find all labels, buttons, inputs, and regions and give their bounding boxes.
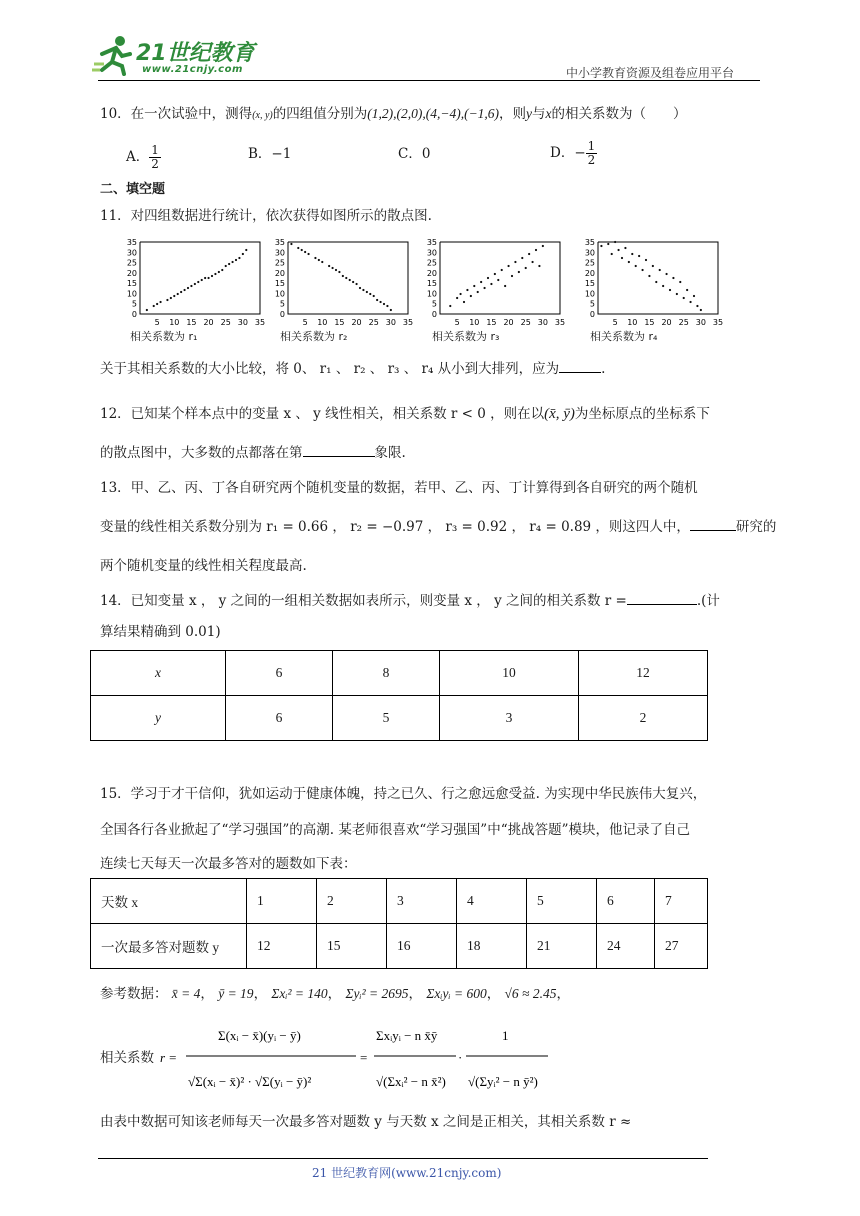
scatter-point (349, 279, 351, 281)
y-tick-label: 35 (584, 238, 595, 247)
scatter-point (304, 251, 306, 253)
y-tick-label: 15 (126, 279, 137, 289)
scatter-point (307, 253, 309, 255)
question-12-line-2: 的散点图中，大多数的点都落在第 象限. (100, 442, 406, 463)
x-tick-label: 10 (469, 318, 480, 327)
logo-url-text: www.21cnjy.com (142, 64, 243, 75)
x-tick-label: 25 (678, 318, 689, 327)
answer-blank-11[interactable] (559, 358, 601, 373)
scatter-point (542, 245, 544, 247)
scatter-point (518, 271, 520, 273)
scatter-point (338, 271, 340, 273)
scatter-caption-2: 相关系数为 r₂ (280, 330, 348, 343)
scatter-point (183, 289, 185, 291)
scatter-point (146, 309, 148, 311)
plot-frame (288, 242, 408, 314)
scatter-point (679, 281, 681, 283)
x-tick-label: 10 (317, 318, 328, 327)
scatter-point (521, 257, 523, 259)
x-tick-label: 10 (627, 318, 638, 327)
scatter-point (359, 287, 361, 289)
scatter-point (235, 259, 237, 261)
table-cell: 2 (317, 879, 387, 924)
scatter-point (621, 257, 623, 259)
option-d[interactable]: D．− $\frac{1}{2}$ (550, 139, 596, 167)
y-tick-label: 5 (589, 299, 595, 309)
y-tick-label: 35 (126, 238, 137, 247)
table-cell: 一次最多答对题数 y (91, 924, 247, 969)
scatter-plots (98, 236, 724, 346)
scatter-point (204, 277, 206, 279)
table-cell: y (91, 696, 226, 741)
scatter-point (477, 291, 479, 293)
scatter-point (221, 269, 223, 271)
x-tick-label: 20 (661, 318, 672, 327)
question-13-line-3: 两个随机变量的线性相关程度最高. (100, 558, 307, 574)
x-tick-label: 15 (644, 318, 655, 327)
scatter-point (507, 265, 509, 267)
scatter-point (290, 243, 292, 245)
scatter-point (225, 265, 227, 267)
scatter-point (689, 301, 691, 303)
scatter-point (466, 289, 468, 291)
scatter-point (676, 293, 678, 295)
runner-logo-icon (92, 34, 136, 76)
scatter-point (693, 295, 695, 297)
y-tick-label: 30 (426, 248, 437, 258)
scatter-point (173, 295, 175, 297)
scatter-point (228, 263, 230, 265)
scatter-point (665, 273, 667, 275)
table-cell: 6 (597, 879, 655, 924)
scatter-caption-1: 相关系数为 r₁ (130, 330, 198, 343)
y-tick-label: 25 (584, 258, 595, 268)
scatter-point (159, 301, 161, 303)
scatter-point (245, 249, 247, 251)
scatter-point (480, 281, 482, 283)
x-tick-label: 10 (169, 318, 180, 327)
scatter-point (331, 267, 333, 269)
y-tick-label: 35 (274, 238, 285, 247)
table-cell: x (91, 651, 226, 696)
scatter-point (342, 275, 344, 277)
scatter-caption-4: 相关系数为 r₄ (590, 330, 658, 343)
scatter-point (459, 293, 461, 295)
scatter-point (696, 305, 698, 307)
table-cell: 3 (387, 879, 457, 924)
question-11-after: 关于其相关系数的大小比较，将 0、 r₁ 、 r₂ 、 r₃ 、 r₄ 从小到大排列，应为 . (100, 358, 605, 379)
x-tick-label: 20 (503, 318, 514, 327)
scatter-point (655, 281, 657, 283)
scatter-point (662, 285, 664, 287)
scatter-point (497, 279, 499, 281)
x-tick-label: 35 (554, 318, 566, 327)
answer-blank-12[interactable] (303, 442, 375, 457)
scatter-point (638, 255, 640, 257)
scatter-point (187, 287, 189, 289)
site-logo (92, 34, 262, 80)
y-tick-label: 5 (279, 299, 285, 309)
question-15-last-line: 由表中数据可知该老师每天一次最多答对题数 y 与天数 x 之间是正相关，其相关系数 r ≈ (100, 1114, 632, 1130)
table-cell: 18 (457, 924, 527, 969)
x-tick-label: 15 (486, 318, 497, 327)
x-tick-label: 5 (154, 318, 160, 327)
scatter-point (617, 249, 619, 251)
svg-text:r =: r = (160, 1050, 178, 1065)
q14-data-table (90, 650, 708, 741)
scatter-point (641, 269, 643, 271)
scatter-plot-4 (585, 238, 723, 327)
y-tick-label: 30 (126, 248, 137, 258)
scatter-point (373, 295, 375, 297)
table-cell: 7 (655, 879, 708, 924)
y-tick-label: 20 (426, 268, 437, 278)
y-tick-label: 30 (584, 248, 595, 258)
scatter-point (628, 261, 630, 263)
scatter-point (214, 273, 216, 275)
scatter-plot-2 (275, 238, 413, 327)
scatter-point (463, 301, 465, 303)
x-tick-label: 20 (351, 318, 362, 327)
plot-frame (440, 242, 560, 314)
scatter-point (328, 265, 330, 267)
x-tick-label: 30 (385, 318, 396, 327)
scatter-point (483, 287, 485, 289)
table-cell: 6 (226, 651, 333, 696)
scatter-point (645, 259, 647, 261)
svg-text:√(Σxᵢ² − n x̄²): √(Σxᵢ² − n x̄²) (376, 1074, 446, 1089)
table-cell: 8 (333, 651, 440, 696)
scatter-point (470, 295, 472, 297)
q15-data-table (90, 878, 708, 969)
table-cell: 6 (226, 696, 333, 741)
scatter-point (301, 249, 303, 251)
question-15-line-3: 连续七天每天一次最多答对的题数如下表： (100, 856, 357, 872)
scatter-point (379, 301, 381, 303)
scatter-point (369, 293, 371, 295)
x-tick-label: 35 (254, 318, 266, 327)
scatter-point (528, 253, 530, 255)
scatter-point (177, 293, 179, 295)
y-tick-label: 25 (126, 258, 137, 268)
scatter-point (242, 253, 244, 255)
logo-main-text: 21世纪教育 (136, 41, 255, 66)
scatter-point (197, 281, 199, 283)
scatter-point (600, 245, 602, 247)
svg-text:√Σ(xᵢ − x̄)² · √Σ(yᵢ − ȳ)²: √Σ(xᵢ − x̄)² · √Σ(yᵢ − ȳ)² (188, 1074, 312, 1089)
footer-text: 21 世纪教育网(www.21cnjy.com) (312, 1166, 502, 1180)
scatter-point (366, 291, 368, 293)
scatter-point (207, 277, 209, 279)
answer-blank-13[interactable] (690, 516, 736, 531)
plot-frame (598, 242, 718, 314)
footer-rule (98, 1158, 708, 1159)
formula-svg (156, 1016, 556, 1102)
scatter-point (531, 261, 533, 263)
scatter-point (669, 289, 671, 291)
question-13-line-2: 变量的线性相关系数分别为 r₁ = 0.66 ， r₂ = −0.97 ， r₃ = 0.92 ， r₄ = 0.89 ，则这四人中， 研究的 (100, 516, 776, 537)
scatter-point (652, 265, 654, 267)
scatter-point (494, 273, 496, 275)
scatter-point (686, 289, 688, 291)
scatter-point (390, 309, 392, 311)
scatter-point (611, 253, 613, 255)
y-tick-label: 0 (589, 310, 595, 319)
x-tick-label: 25 (368, 318, 379, 327)
y-tick-label: 20 (274, 268, 285, 278)
question-14-line-2: 算结果精确到 0.01) (100, 624, 221, 640)
scatter-point (473, 285, 475, 287)
scatter-point (355, 283, 357, 285)
platform-name: 中小学教育资源及组卷应用平台 (566, 66, 735, 80)
scatter-plot-1 (127, 238, 265, 327)
x-tick-label: 15 (186, 318, 197, 327)
svg-text:Σ(xᵢ − x̄)(yᵢ − ȳ): Σ(xᵢ − x̄)(yᵢ − ȳ) (218, 1028, 301, 1043)
x-tick-label: 5 (302, 318, 308, 327)
scatter-point (383, 303, 385, 305)
table-cell: 4 (457, 879, 527, 924)
scatter-point (672, 277, 674, 279)
formula-label: 相关系数 (100, 1050, 154, 1066)
scatter-point (504, 285, 506, 287)
scatter-point (538, 265, 540, 267)
header-rule (98, 80, 760, 81)
table-cell: 24 (597, 924, 655, 969)
scatter-point (511, 275, 513, 277)
y-tick-label: 20 (126, 268, 137, 278)
scatter-point (180, 291, 182, 293)
table-cell: 1 (247, 879, 317, 924)
scatter-point (535, 249, 537, 251)
y-tick-label: 10 (274, 289, 285, 299)
scatter-point (156, 303, 158, 305)
scatter-point (218, 271, 220, 273)
y-tick-label: 10 (126, 289, 137, 299)
svg-text:Σxᵢyᵢ − n x̄ȳ: Σxᵢyᵢ − n x̄ȳ (376, 1028, 438, 1043)
option-a[interactable]: A． $\frac{1}{2}$ (126, 143, 159, 171)
table-cell: 5 (527, 879, 597, 924)
svg-text:√(Σyᵢ² − n ȳ²): √(Σyᵢ² − n ȳ²) (468, 1074, 538, 1089)
table-cell: 15 (317, 924, 387, 969)
scatter-point (318, 259, 320, 261)
scatter-point (386, 305, 388, 307)
question-15-line-1: 15．学习于才干信仰，犹如运动于健康体魄，持之已久、行之愈远愈受益. 为实现中华民族伟大复兴， (100, 786, 707, 802)
scatter-point (659, 269, 661, 271)
question-10-stem: 10．在一次试验中，测得(x, y)的四组值分别为(1,2),(2,0),(4,−4),(−1,6)，则y与x的相关系数为（ ） (100, 106, 687, 122)
scatter-point (314, 257, 316, 259)
table-cell: 12 (247, 924, 317, 969)
table-row (91, 924, 708, 969)
scatter-point (449, 305, 451, 307)
scatter-point (514, 261, 516, 263)
table-cell: 10 (440, 651, 579, 696)
scatter-point (211, 275, 213, 277)
table-row (91, 696, 708, 741)
x-tick-label: 20 (203, 318, 214, 327)
x-tick-label: 35 (402, 318, 414, 327)
svg-text:1: 1 (502, 1028, 509, 1043)
y-tick-label: 15 (426, 279, 437, 289)
y-tick-label: 30 (274, 248, 285, 258)
scatter-point (607, 243, 609, 245)
svg-text:=: = (360, 1050, 368, 1065)
correlation-formula (156, 1016, 556, 1102)
x-tick-label: 25 (220, 318, 231, 327)
scatter-point (362, 289, 364, 291)
y-tick-label: 15 (584, 279, 595, 289)
table-cell: 5 (333, 696, 440, 741)
plot-frame (140, 242, 260, 314)
option-b[interactable]: B．−1 (248, 146, 292, 162)
scatter-point (297, 247, 299, 249)
scatter-point (201, 279, 203, 281)
scatter-point (501, 269, 503, 271)
scatter-caption-3: 相关系数为 r₃ (432, 330, 500, 343)
scatter-point (614, 241, 616, 243)
scatter-point (194, 283, 196, 285)
y-tick-label: 15 (274, 279, 285, 289)
y-tick-label: 10 (584, 289, 595, 299)
scatter-point (376, 299, 378, 301)
scatter-point (352, 281, 354, 283)
table-cell: 16 (387, 924, 457, 969)
x-tick-label: 25 (520, 318, 531, 327)
y-tick-label: 25 (426, 258, 437, 268)
scatter-point (525, 267, 527, 269)
option-c[interactable]: C．0 (398, 146, 431, 162)
table-cell: 天数 x (91, 879, 247, 924)
question-14-line-1: 14．已知变量 x ， y 之间的一组相关数据如表所示，则变量 x ， y 之间的相关系数 r = .(计 (100, 590, 720, 611)
y-tick-label: 20 (584, 268, 595, 278)
scatter-point (635, 265, 637, 267)
scatter-point (166, 299, 168, 301)
scatter-point (490, 283, 492, 285)
scatter-point (170, 297, 172, 299)
question-12-line-1: 12．已知某个样本点中的变量 x 、 y 线性相关，相关系数 r < 0 ，则在以(x̄, ȳ)为坐标原点的坐标系下 (100, 406, 710, 422)
scatter-point (487, 277, 489, 279)
table-cell: 27 (655, 924, 708, 969)
scatter-point (190, 285, 192, 287)
y-tick-label: 5 (431, 299, 437, 309)
question-15-line-2: 全国各行各业掀起了“学习强国”的高潮. 某老师很喜欢“学习强国”中“挑战答题”模块，他记录了自己 (100, 822, 690, 838)
reference-data: 参考数据： x̄ = 4， ȳ = 19， Σxᵢ² = 140， Σyᵢ² = 2695， Σxᵢyᵢ = 600， √6 ≈ 2.45， (100, 986, 570, 1002)
scatter-point (153, 305, 155, 307)
table-cell: 2 (579, 696, 708, 741)
scatter-point (321, 261, 323, 263)
scatter-point (238, 257, 240, 259)
section-heading: 二、填空题 (100, 182, 166, 197)
scatter-point (683, 297, 685, 299)
x-tick-label: 35 (712, 318, 724, 327)
y-tick-label: 0 (131, 310, 137, 319)
scatter-point (648, 275, 650, 277)
svg-text:·: · (458, 1050, 463, 1065)
scatter-point (700, 309, 702, 311)
y-tick-label: 0 (279, 310, 285, 319)
y-tick-label: 25 (274, 258, 285, 268)
question-11-stem: 11．对四组数据进行统计，依次获得如图所示的散点图. (100, 208, 432, 224)
scatter-point (231, 261, 233, 263)
y-tick-label: 10 (426, 289, 437, 299)
y-tick-label: 0 (431, 310, 437, 319)
scatter-point (345, 277, 347, 279)
question-13-line-1: 13．甲、乙、丙、丁各自研究两个随机变量的数据，若甲、乙、丙、丁计算得到各自研究的两个随机 (100, 480, 698, 496)
scatter-point (335, 269, 337, 271)
table-row (91, 879, 708, 924)
table-cell: 12 (579, 651, 708, 696)
x-tick-label: 5 (454, 318, 460, 327)
scatter-point (624, 247, 626, 249)
table-row (91, 651, 708, 696)
y-tick-label: 35 (426, 238, 437, 247)
scatter-point (631, 253, 633, 255)
x-tick-label: 30 (537, 318, 548, 327)
answer-blank-14[interactable] (627, 590, 697, 605)
y-tick-label: 5 (131, 299, 137, 309)
x-tick-label: 30 (695, 318, 706, 327)
scatter-plot-3 (427, 238, 565, 327)
x-tick-label: 5 (612, 318, 618, 327)
scatter-point (456, 297, 458, 299)
table-cell: 3 (440, 696, 579, 741)
x-tick-label: 30 (237, 318, 248, 327)
table-cell: 21 (527, 924, 597, 969)
x-tick-label: 15 (334, 318, 345, 327)
